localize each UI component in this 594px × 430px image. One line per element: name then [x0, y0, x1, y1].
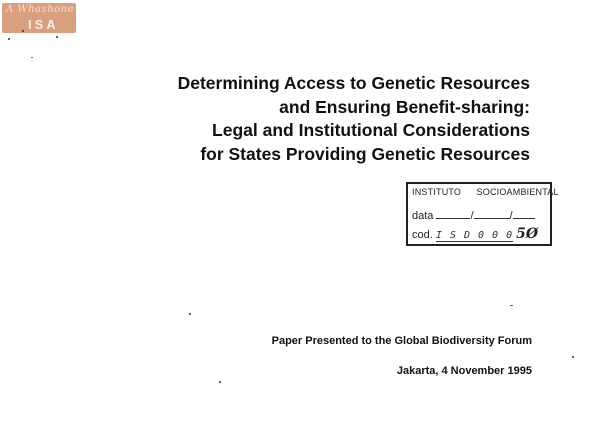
scan-speck	[510, 305, 513, 306]
logo-isa-text: ISA	[28, 17, 59, 32]
scan-speck	[8, 38, 10, 40]
stamp-org-right: SOCIOAMBIENTAL	[476, 187, 559, 197]
logo-script-text: A Whashone	[6, 4, 75, 15]
title-line: for States Providing Genetic Resources	[200, 143, 530, 164]
stamp-data-separator: /	[509, 210, 513, 222]
stamp-org-left: INSTITUTO	[412, 187, 462, 197]
scan-speck	[189, 313, 191, 315]
stamp-data-separator: /	[470, 210, 474, 222]
scan-speck	[219, 381, 221, 383]
presented-line: Paper Presented to the Global Biodiversity Forum	[271, 335, 532, 347]
scan-speck	[31, 57, 33, 58]
stamp-header	[412, 187, 559, 197]
title-line: Determining Access to Genetic Resources	[177, 73, 530, 93]
stamp-blank	[474, 209, 510, 219]
stamp-cod-suffix: 5Ø	[516, 226, 539, 242]
stamp-cod-line	[412, 226, 538, 242]
stamp-data-label: data	[412, 210, 434, 222]
scan-speck	[22, 30, 24, 32]
stamp-cod-label: cod.	[412, 229, 433, 241]
scan-speck	[56, 36, 58, 38]
document-title	[178, 72, 530, 166]
stamp-cod-value: I S D 0 0 0	[435, 230, 514, 241]
title-line: and Ensuring Benefit-sharing:	[279, 96, 530, 117]
title-line: Legal and Institutional Considerations	[212, 120, 530, 140]
scan-speck	[572, 356, 574, 358]
archive-stamp	[406, 182, 559, 246]
stamp-data-line	[412, 209, 535, 222]
stamp-blank	[436, 209, 470, 219]
stamp-blank	[513, 209, 535, 219]
place-date-line: Jakarta, 4 November 1995	[396, 365, 532, 377]
isa-logo	[2, 3, 76, 33]
